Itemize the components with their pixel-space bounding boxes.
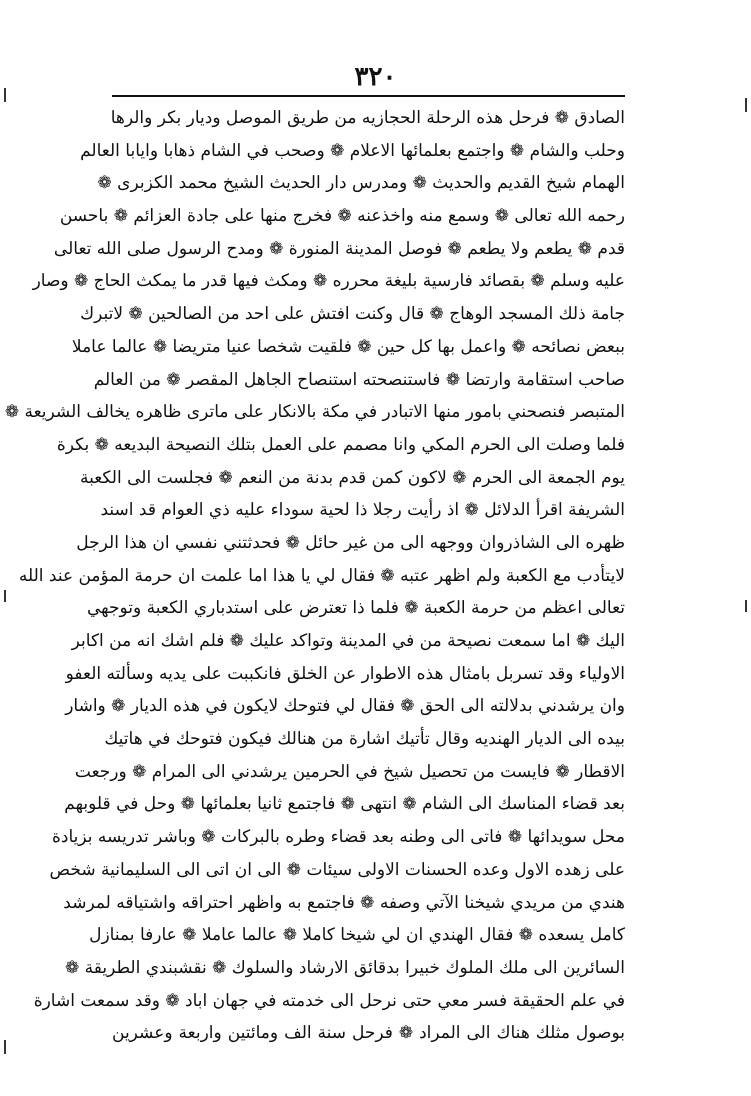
margin-mark xyxy=(4,1040,6,1054)
page-number: ٣٢٠ xyxy=(354,62,397,92)
text-line: اليك ❁ اما سمعت نصيحة من في المدينة وتواكد عليك ❁ فلم اشك انه من اكابر xyxy=(71,631,625,651)
text-line: المتبصر فنصحني بامور منها الاتبادر في مكة بالانكار على ماترى ظاهره يخالف الشريعة ❁ xyxy=(4,402,625,423)
text-line: بعد قضاء المناسك الى الشام ❁ انتهى ❁ فاجتمع ثانيا بعلمائها ❁ وحل في قلوبهم xyxy=(64,794,625,815)
text-line: على زهده الاول وعده الحسنات الاولى سيئات ❁ الى ان اتى الى السليمانية شخص xyxy=(49,859,625,880)
text-line: هندي من مريدي شيخنا الآتي وصفه ❁ فاجتمع به واظهر احتراقه واشتياقه لمرشد xyxy=(63,892,625,913)
text-line: بيده الى الديار الهنديه وقال تأتيك اشارة من هنالك فيكون فتوحك في هاتيك xyxy=(104,729,625,750)
text-line: الهمام شيخ القديم والحديث ❁ ومدرس دار الحديث الشيخ محمد الكزبرى ❁ xyxy=(97,173,625,194)
text-line: محل سويدائها ❁ فاتى الى وطنه بعد قضاء وطره بالبركات ❁ وباشر تدريسه بزيادة xyxy=(51,827,625,848)
text-line: وحلب والشام ❁ واجتمع بعلمائها الاعلام ❁ وصحب في الشام ذهابا وايابا العالم xyxy=(80,140,625,161)
text-line: الصادق ❁ فرحل هذه الرحلة الحجازيه من طريق الموصل وديار بكر والرها xyxy=(110,108,625,128)
header-rule xyxy=(112,95,625,97)
text-line: كامل يسعده ❁ فقال الهندي ان لي شيخا كاملا ❁ عالما عاملا ❁ عارفا بمنازل xyxy=(89,925,625,946)
text-line: تعالى اعظم من حرمة الكعبة ❁ فلما ذا تعترض على استدباري الكعبة وتوجهي xyxy=(87,598,625,619)
text-line: رحمه الله تعالى ❁ وسمع منه واخذعنه ❁ فخرج منها على جادة العزائم ❁ باحسن xyxy=(59,206,625,227)
margin-mark xyxy=(4,590,6,602)
text-line: في علم الحقيقة فسر معي حتى نرحل الى خدمته في جهان اباد ❁ وقد سمعت اشارة xyxy=(33,990,625,1011)
text-line: عليه وسلم ❁ بقصائد فارسية بليغة محرره ❁ ومكث فيها قدر ما يمكث الحاج ❁ وصار xyxy=(32,271,625,292)
text-line: بوصول مثلك هناك الى المراد ❁ فرحل سنة الف ومائتين واربعة وعشرين xyxy=(112,1023,625,1044)
text-line: جامة ذلك المسجد الوهاج ❁ قال وكنت افتش على احد من الصالحين ❁ لاتبرك xyxy=(80,304,625,325)
text-line: ظهره الى الشاذروان ووجهه الى من غير حائل ❁ فحدثتني نفسي ان هذا الرجل xyxy=(76,532,625,553)
text-line: الاقطار ❁ فايست من تحصيل شيخ في الحرمين يرشدني الى المرام ❁ ورجعت xyxy=(74,761,625,782)
text-line: الشريفة اقرأ الدلائل ❁ اذ رأيت رجلا ذا لحية سوداء عليه ذي العوام قد اسند xyxy=(100,500,625,521)
text-line: الاولياء وقد تسربل بامثال هذه الاطوار عن الخلق فانكببت على يديه وسألته العفو xyxy=(65,663,625,684)
margin-mark xyxy=(745,98,747,112)
text-line: ببعض نصائحه ❁ واعمل بها كل حين ❁ فلقيت شخصا عنيا متريضا ❁ عالما عاملا xyxy=(71,336,625,357)
text-line: وان يرشدني بدلالته الى الحق ❁ فقال لي فتوحك لايكون في هذه الديار ❁ واشار xyxy=(65,696,625,717)
text-line: لايتأدب مع الكعبة ولم اظهر عتبه ❁ فقال لي يا هذا اما علمت ان حرمة المؤمن عند الله xyxy=(18,565,625,586)
text-line: صاحب استقامة وارتضا ❁ فاستنصحته استنصاح الجاهل المقصر ❁ من العالم xyxy=(93,369,625,390)
margin-mark xyxy=(745,600,747,612)
text-line: فلما وصلت الى الحرم المكي وانا مصمم على العمل بتلك النصيحة البديعه ❁ بكرة xyxy=(56,434,625,455)
text-line: يوم الجمعة الى الحرم ❁ لاكون كمن قدم بدنة من النعم ❁ فجلست الى الكعبة xyxy=(79,467,625,488)
body-text xyxy=(4,102,625,1050)
text-line: قدم ❁ يطعم ولا يطعم ❁ فوصل المدينة المنورة ❁ ومدح الرسول صلى الله تعالى xyxy=(53,238,625,259)
text-line: السائرين الى ملك الملوك خبيرا بدقائق الارشاد والسلوك ❁ نقشبندي الطريقة ❁ xyxy=(65,957,625,978)
